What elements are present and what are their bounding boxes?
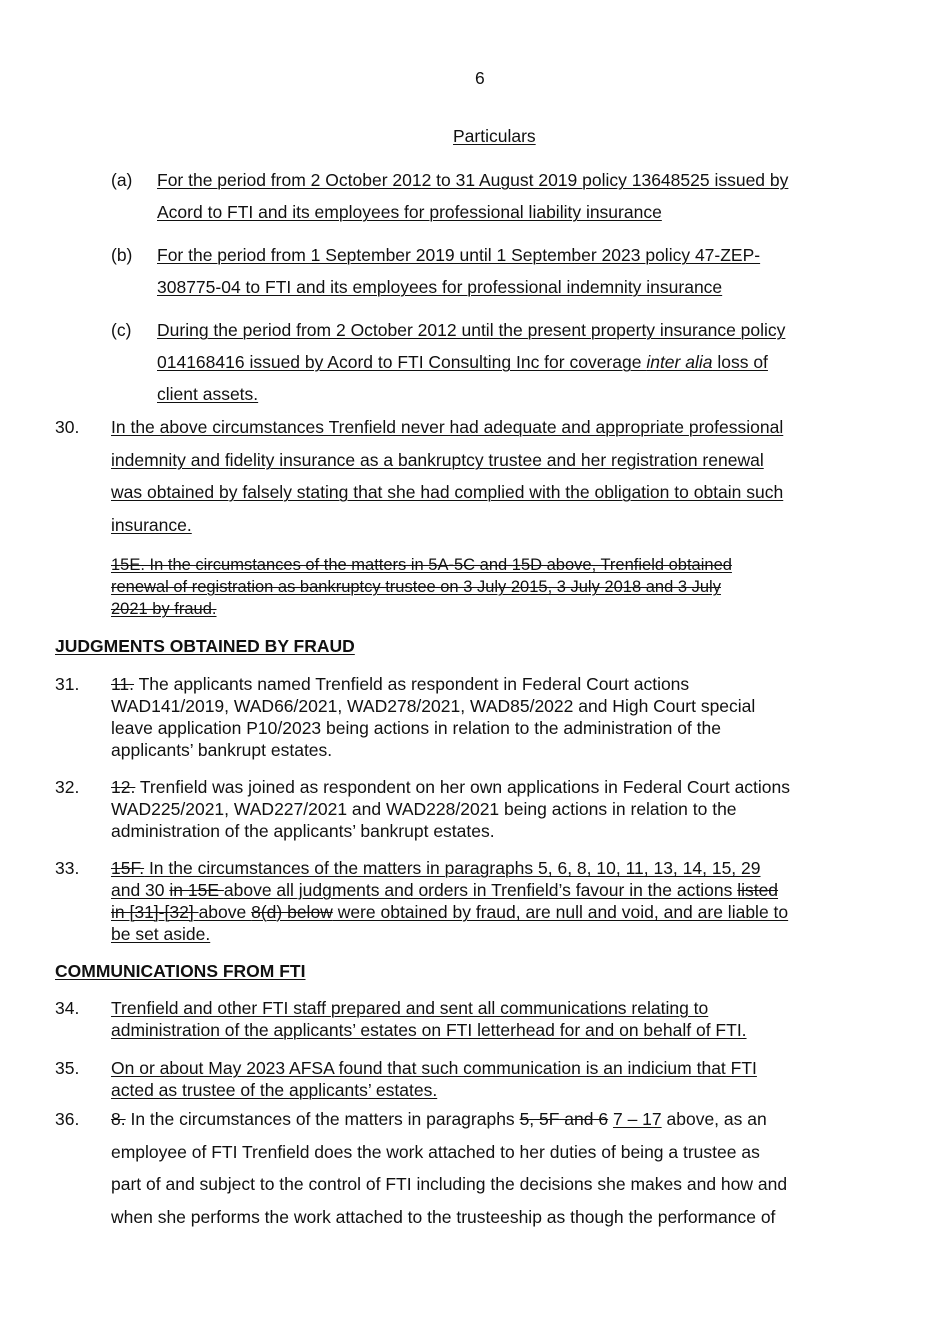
paragraph-30-line: was obtained by falsely stating that she had complied with the obligation to obtain such	[111, 482, 784, 502]
paragraph-35-line: acted as trustee of the applicants’ estates.	[111, 1080, 438, 1100]
section-heading-judgments: JUDGMENTS OBTAINED BY FRAUD	[55, 636, 355, 656]
paragraph-30-line: indemnity and fidelity insurance as a bankruptcy trustee and her registration renewal	[111, 450, 764, 470]
paragraph-30-line: insurance.	[111, 515, 192, 535]
paragraph-36-line: 8. In the circumstances of the matters in paragraphs 5, 5F and 6 7 – 17 above, as an	[111, 1109, 767, 1129]
paragraph-32-line: administration of the applicants’ bankrupt estates.	[111, 821, 495, 841]
paragraph-31-line: WAD141/2019, WAD66/2021, WAD278/2021, WAD85/2022 and High Court special	[111, 696, 756, 716]
deleted-line: renewal of registration as bankruptcy trustee on 3 July 2015, 3 July 2018 and 3 July	[111, 578, 721, 596]
paragraph-31-line: leave application P10/2023 being actions in relation to the administration of the	[111, 718, 721, 738]
item-b-line: For the period from 1 September 2019 until 1 September 2023 policy 47-ZEP-	[157, 245, 761, 265]
paragraph-35-line: On or about May 2023 AFSA found that such communication is an indicium that FTI	[111, 1058, 757, 1078]
paragraph-32-line: 12. Trenfield was joined as respondent on her own applications in Federal Court actions	[111, 777, 791, 797]
item-a-line: For the period from 2 October 2012 to 31 August 2019 policy 13648525 issued by	[157, 170, 789, 190]
paragraph-number: 35.	[55, 1058, 80, 1078]
deleted-line: 15E. In the circumstances of the matters in 5A-5C and 15D above, Trenfield obtained	[111, 556, 732, 574]
paragraph-31-line: applicants’ bankrupt estates.	[111, 740, 333, 760]
particulars-heading: Particulars	[453, 126, 536, 146]
paragraph-34-line: administration of the applicants’ estates on FTI letterhead for and on behalf of FTI.	[111, 1020, 747, 1040]
page-number: 6	[475, 68, 485, 88]
paragraph-number: 32.	[55, 777, 80, 797]
deleted-line: 2021 by fraud.	[111, 600, 217, 618]
section-heading-communications: COMMUNICATIONS FROM FTI	[55, 961, 306, 981]
item-c-line: During the period from 2 October 2012 until the present property insurance policy	[157, 320, 786, 340]
item-b-line: 308775-04 to FTI and its employees for professional indemnity insurance	[157, 277, 723, 297]
paragraph-36-line: part of and subject to the control of FTI including the decisions she makes and how and	[111, 1174, 788, 1194]
paragraph-number: 33.	[55, 858, 80, 878]
item-c-line: client assets.	[157, 384, 259, 404]
paragraph-number: 30.	[55, 417, 80, 437]
paragraph-number: 31.	[55, 674, 80, 694]
paragraph-34-line: Trenfield and other FTI staff prepared and sent all communications relating to	[111, 998, 709, 1018]
item-c-line: 014168416 issued by Acord to FTI Consulting Inc for coverage inter alia loss of	[157, 352, 768, 372]
paragraph-31-line: 11. The applicants named Trenfield as respondent in Federal Court actions	[111, 674, 690, 694]
paragraph-number: 36.	[55, 1109, 80, 1129]
paragraph-36-line: employee of FTI Trenfield does the work attached to her duties of being a trustee as	[111, 1142, 760, 1162]
paragraph-36-line: when she performs the work attached to the trusteeship as though the performance of	[111, 1207, 776, 1227]
paragraph-33-line: in [31]-[32] above 8(d) below were obtained by fraud, are null and void, and are liable to	[111, 902, 789, 922]
paragraph-33-line: 15F. In the circumstances of the matters in paragraphs 5, 6, 8, 10, 11, 13, 14, 15, 29	[111, 858, 761, 878]
paragraph-33-line: be set aside.	[111, 924, 211, 944]
item-label-b: (b)	[111, 245, 133, 265]
paragraph-33-line: and 30 in 15E above all judgments and orders in Trenfield’s favour in the actions listed	[111, 880, 779, 900]
item-label-a: (a)	[111, 170, 133, 190]
paragraph-32-line: WAD225/2021, WAD227/2021 and WAD228/2021 being actions in relation to the	[111, 799, 737, 819]
paragraph-30-line: In the above circumstances Trenfield never had adequate and appropriate professional	[111, 417, 784, 437]
paragraph-number: 34.	[55, 998, 80, 1018]
item-a-line: Acord to FTI and its employees for professional liability insurance	[157, 202, 662, 222]
item-label-c: (c)	[111, 320, 132, 340]
